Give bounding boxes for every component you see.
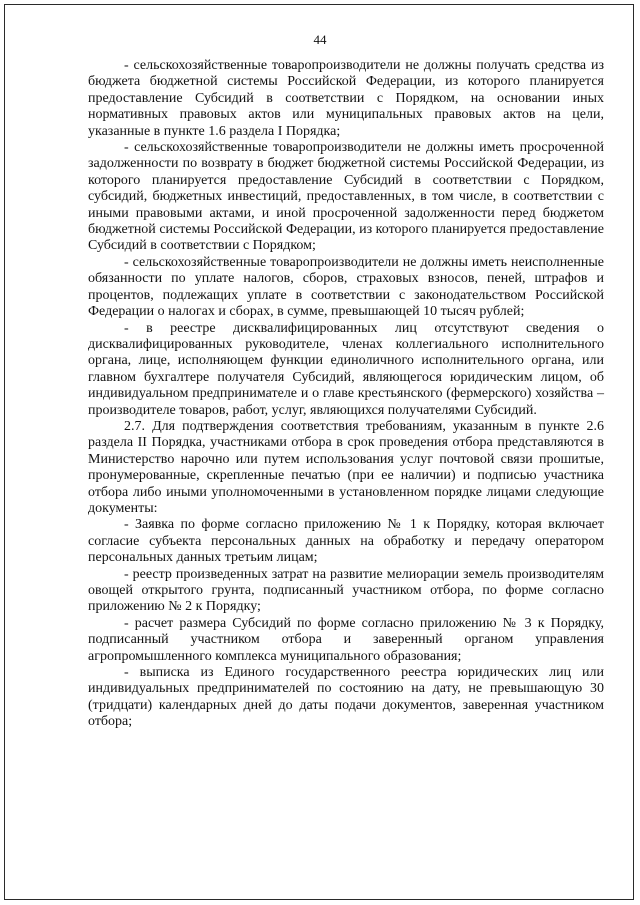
paragraph: - выписка из Единого государственного реестра юридических лиц или индивидуальных предпринимателей по состоянию на дату, не превышающую 30 (тридцати) календарных дней до даты подачи документов, заверенная участником отбора; — [88, 665, 604, 730]
page-number: 44 — [313, 32, 327, 47]
paragraph: - расчет размера Субсидий по форме согласно приложению № 3 к Порядку, подписанный участником отбора и заверенный органом управления агропромышленного комплекса муниципального образования; — [88, 615, 604, 664]
paragraph: - реестр произведенных затрат на развитие мелиорации земель производителям овощей открытого грунта, подписанный участником отбора, по форме согласно приложению № 2 к Порядку; — [88, 566, 604, 615]
paragraph: - сельскохозяйственные товаропроизводители не должны иметь неисполненные обязанности по уплате налогов, сборов, страховых взносов, пеней, штрафов и процентов, подлежащих уплате в соответствии с законодательством Российской Федерации о налогах и сборах, в сумме, превышающей 10 тысяч рублей; — [88, 254, 604, 320]
paragraph: - сельскохозяйственные товаропроизводители не должны иметь просроченной задолженности по возврату в бюджет бюджетной системы Российской Федерации, из которого планируется предоставление Субсидий в соответствии с Порядком, субсидий, бюджетных инвестиций, предоставленных, в том числе, в соответствии с иными правовыми актами, и иной просроченной задолженности перед бюджетом бюджетной системы Российской Федерации, из которого планируется предоставление Субсидий в соответствии с Порядком; — [88, 140, 604, 254]
document-body — [88, 58, 604, 731]
paragraph: - сельскохозяйственные товаропроизводители не должны получать средства из бюджета бюджетной системы Российской Федерации, из которого планируется предоставление Субсидий в соответствии с Порядком, на основании иных нормативных правовых актов или муниципальных правовых актов на цели, указанные в пункте 1.6 раздела I Порядка; — [88, 58, 604, 139]
paragraph: 2.7. Для подтверждения соответствия требованиям, указанным в пункте 2.6 раздела II Порядка, участниками отбора в срок проведения отбора представляются в Министерство нарочно или путем использования услуг почтовой связи прошитые, пронумерованные, скрепленные печатью (при ее наличии) и подписью участника отбора либо иными уполномоченными в установленном порядке лицами следующие документы: — [88, 418, 604, 516]
paragraph: - Заявка по форме согласно приложению № 1 к Порядку, которая включает согласие субъекта персональных данных на обработку и передачу оператором персональных данных третьим лицам; — [88, 517, 604, 566]
paragraph: - в реестре дисквалифицированных лиц отсутствуют сведения о дисквалифицированных руководителе, членах коллегиального исполнительного органа, лице, исполняющем функции единоличного исполнительного органа, или главном бухгалтере получателя Субсидий, являющегося юридическим лицом, об индивидуальном предпринимателе и о главе крестьянского (фермерского) хозяйства – производителе товаров, работ, услуг, являющихся получателями Субсидий. — [88, 320, 604, 418]
